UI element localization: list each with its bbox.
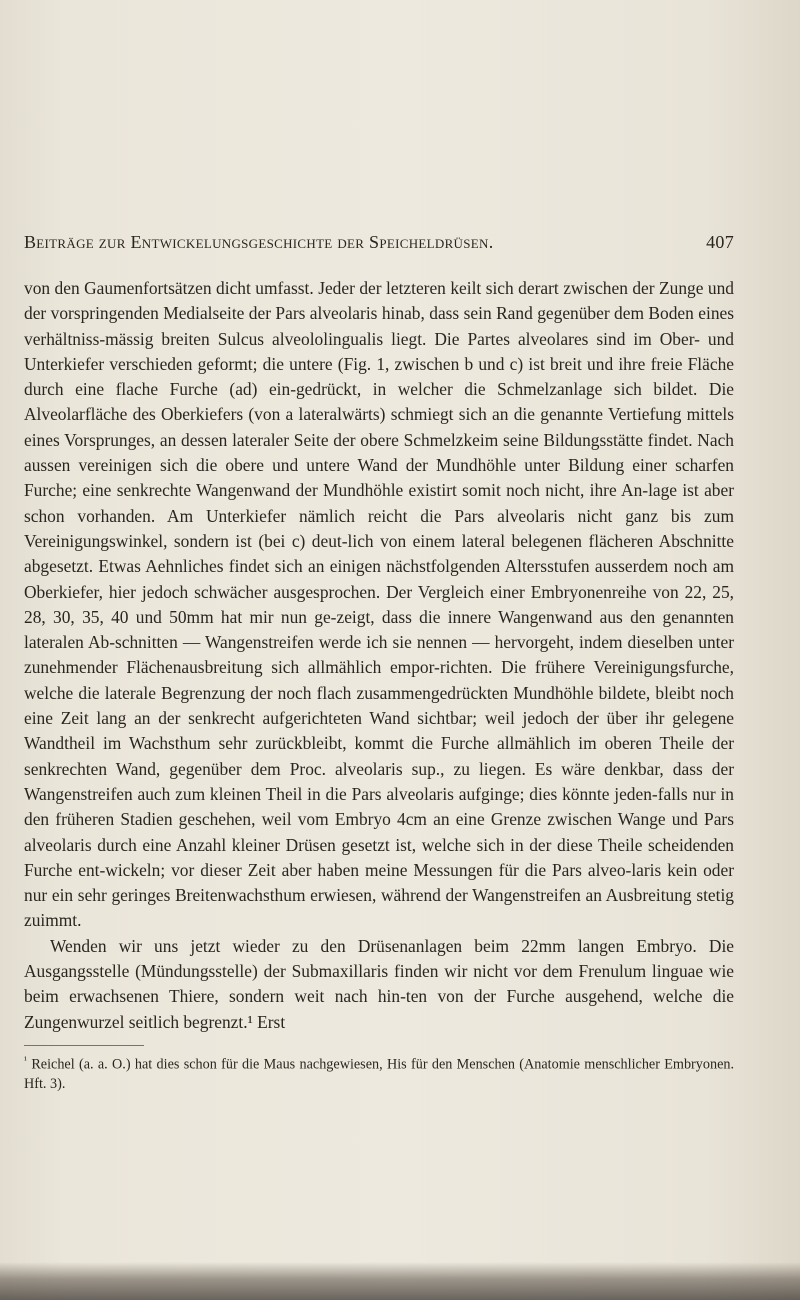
page-number: 407 — [706, 232, 734, 252]
footnote-marker: ¹ — [24, 1055, 27, 1066]
running-header — [24, 232, 734, 262]
running-title: Beiträge zur Entwickelungsgeschichte der Speicheldrüsen. — [24, 232, 494, 252]
paragraph-2: Wenden wir uns jetzt wieder zu den Drüsenanlagen beim 22mm langen Embryo. Die Ausgangsstelle (Mündungsstelle) der Submaxillaris finden wir nicht vor dem Frenulum linguae wie beim erwachsenen Thiere, sondern weit nach hin-ten von der Furche ausgehend, welche die Zungenwurzel seitlich begrenzt.¹ Erst — [24, 935, 734, 1032]
page-bottom-shadow — [0, 1262, 800, 1300]
footnote-text: Reichel (a. a. O.) hat dies schon für die Maus nachgewiesen, His für den Menschen (Anatomie menschlicher Embryonen. Hft. 3). — [24, 1056, 735, 1092]
paragraph-1: von den Gaumenfortsätzen dicht umfasst. Jeder der letzteren keilt sich derart zwischen der Zunge und der vorspringenden Medialseite der Pars alveolaris hinab, dass sein Rand gegenüber dem Boden eines verhältniss-mässig breiten Sulcus alveololingualis liegt. Die Partes alveolares sind im Ober- und Unterkiefer verschieden geformt; die untere (Fig. 1, zwischen b und c) ist breit und ihre freie Fläche durch eine flache Furche (ad) ein-gedrückt, in welcher die Schmelzanlage sich bildet. Die Alveolarfläche des Oberkiefers (von a lateralwärts) schmiegt sich an die genannte Vertiefung mittels eines Vorsprunges, an dessen lateraler Seite der obere Schmelzkeim seine Bildungsstätte findet. Nach aussen vereinigen sich die obere und untere Wand der Mundhöhle unter Bildung einer scharfen Furche; eine senkrechte Wangenwand der Mundhöhle existirt somit noch nicht, ihre An-lage ist aber schon vorhanden. Am Unterkiefer nämlich reicht die Pars alveolaris nicht ganz bis zum Vereinigungswinkel, sondern ist (bei c) deut-lich von einem lateral belegenen flächeren Abschnitte abgesetzt. Etwas Aehnliches findet sich an einigen nächstfolgenden Altersstufen ausserdem noch am Oberkiefer, hier jedoch schwächer ausgesprochen. Der Vergleich einer Embryonenreihe von 22, 25, 28, 30, 35, 40 und 50mm hat mir nun ge-zeigt, dass die innere Wangenwand aus den genannten lateralen Ab-schnitten — Wangenstreifen werde ich sie nennen — hervorgeht, indem dieselben unter zunehmender Flächenausbreitung sich allmählich empor-richten. Die frühere Vereinigungsfurche, welche die laterale Begrenzung der noch flach zusammengedrückten Mundhöhle bildete, bleibt noch eine Zeit lang an der senkrecht aufgerichteten Wand sichtbar; weil jedoch der über ihr gelegene Wandtheil im Wachsthum sehr zurückbleibt, kommt die Furche allmählich im oberen Theile der senkrechten Wand, gegenüber dem Proc. alveolaris sup., zu liegen. Es wäre denkbar, dass der Wangenstreifen auch zum kleinen Theil in die Pars alveolaris aufginge; dies könnte jeden-falls nur in den früheren Stadien geschehen, weil vom Embryo 4cm an eine Grenze zwischen Wange und Pars alveolaris durch eine Anzahl kleiner Drüsen gesetzt ist, welche sich in der diese Theile scheidenden Furche ent-wickeln; vor dieser Zeit aber haben meine Messungen für die Pars alveo-laris kein oder nur ein sehr geringes Breitenwachsthum erwiesen, während der Wangenstreifen an Ausbreitung stetig zuimmt. — [24, 278, 734, 931]
footnote-divider — [24, 1045, 144, 1046]
body-text — [24, 276, 734, 1035]
footnote — [24, 1051, 734, 1094]
